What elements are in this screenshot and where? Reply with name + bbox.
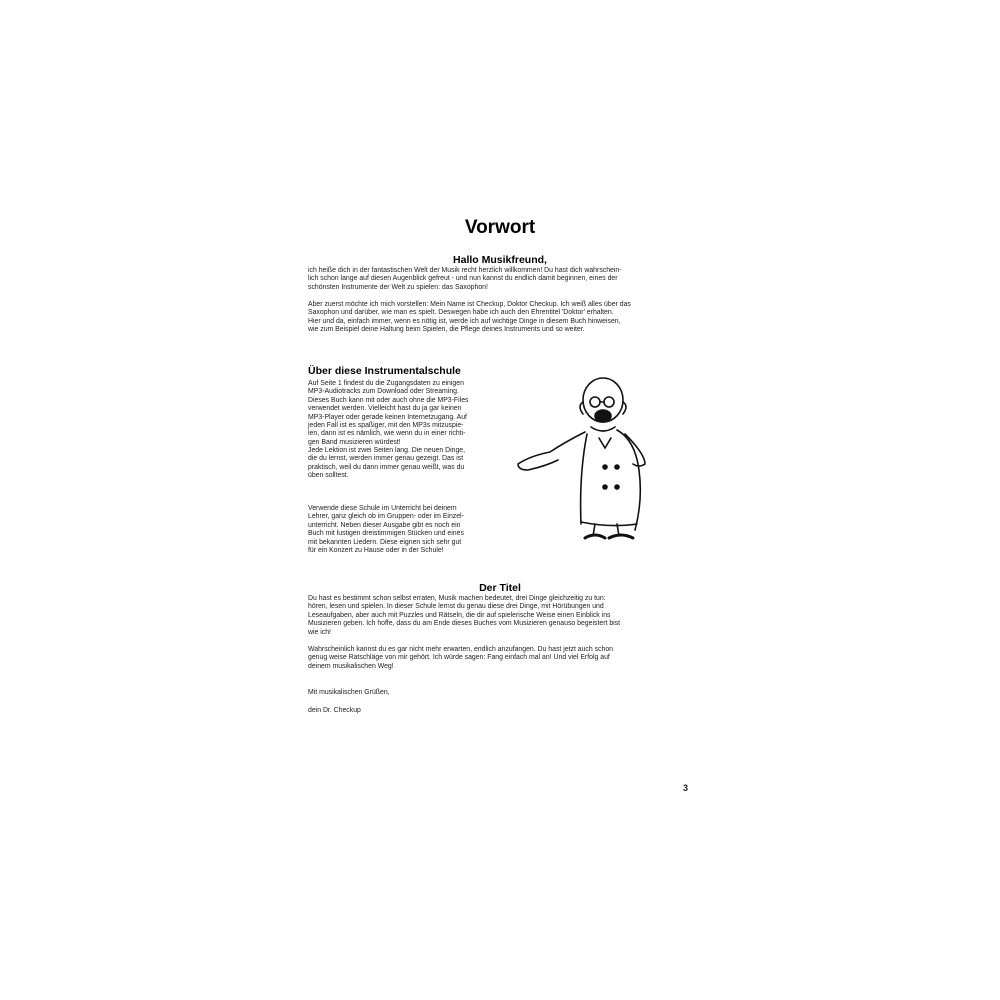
text-line: Dieses Buch kann mit oder auch ohne die MP3-Files: [308, 396, 469, 404]
text-line: hören, lesen und spielen. In dieser Schule lernst du genau diese drei Dinge, mit Hörübungen und: [308, 603, 604, 611]
text-line: Lehrer, ganz gleich ob im Gruppen- oder im Einzel-: [308, 513, 464, 521]
titel-paragraph-2: [308, 646, 613, 671]
text-line: die du lernst, werden immer genau gezeigt. Das ist: [308, 455, 464, 463]
school-paragraph-1: [308, 380, 468, 447]
text-line: Aber zuerst möchte ich mich vorstellen: Mein Name ist Checkup, Doktor Checkup. Ich weiß alles über das: [308, 301, 631, 308]
text-line: Wahrscheinlich kannst du es gar nicht mehr erwarten, endlich anzufangen. Du hast jetzt auch schon: [308, 646, 614, 653]
text-line: Hier und da, einfach immer, wenn es nötig ist, werde ich auf wichtige Dinge in diesem Buch hinweisen,: [308, 317, 621, 325]
text-line: MP3-Player oder gerade keinen Internetzugang. Auf: [308, 413, 467, 421]
text-line: üben solltest.: [308, 472, 349, 480]
text-line: MP3-Audiotracks zum Download oder Streaming.: [308, 388, 459, 396]
titel-heading: Der Titel: [479, 582, 521, 594]
school-paragraph-2: [308, 447, 465, 481]
text-line: Auf Seite 1 findest du die Zugangsdaten zu einigen: [308, 380, 464, 387]
text-line: unterricht. Neben dieser Ausgabe gibt es noch ein: [308, 521, 461, 529]
text-line: mit bekannten Liedern. Diese eignen sich sehr gut: [308, 538, 462, 546]
page-number: 3: [683, 783, 689, 793]
text-line: genug weise Ratschläge von mir gehört. Ich würde sagen: Fang einfach mal an! Und viel Erfolg auf: [308, 654, 610, 662]
text-line: Buch mit lustigen dreistimmigen Stücken und eines: [308, 530, 464, 538]
text-line: gen Band musizieren würdest!: [308, 438, 401, 446]
greeting-heading: Hallo Musikfreund,: [453, 254, 547, 266]
text-line: len, dann ist es nämlich, wie wenn du in einer richti-: [308, 430, 466, 438]
doctor-checkup-illustration: [505, 372, 670, 547]
text-line: Leseaufgaben, aber auch mit Puzzles und Rätseln, die dir auf spielerische Weise einen Einblick ins: [308, 611, 611, 619]
text-line: praktisch, weil du dann immer genau weißt, was du: [308, 463, 465, 471]
text-line: wie ich!: [308, 628, 331, 636]
text-line: ich heiße dich in der fantastischen Welt der Musik recht herzlich willkommen! Du hast dich wahrschein-: [308, 267, 622, 274]
text-line: deinem musikalischen Weg!: [308, 662, 394, 670]
text-line: schönsten Instrumente der Welt zu spielen: das Saxophon!: [308, 283, 488, 291]
text-line: wie zum Beispiel deine Haltung beim Spielen, die Pflege deines Instruments und so weiter.: [308, 326, 585, 334]
text-line: Du hast es bestimmt schon selbst erraten, Musik machen bedeutet, drei Dinge gleichzeitig zu tun:: [308, 595, 606, 602]
page-title: Vorwort: [464, 217, 536, 238]
school-paragraph-3: [308, 505, 464, 555]
text-line: jeden Fall ist es spaßiger, mit den MP3s mitzuspie-: [308, 422, 464, 430]
closing-text: Mit musikalischen Grüßen,: [308, 689, 390, 696]
text-line: Saxophon und darüber, wie man es spielt. Deswegen habe ich auch den Ehrentitel 'Doktor' erhalten.: [308, 309, 614, 317]
text-line: lich schon lange auf diesen Augenblick gefreut - und nun kannst du endlich damit beginnen, eines der: [308, 275, 618, 283]
text-line: verwendet werden. Vielleicht hast du ja gar keinen: [308, 405, 462, 413]
text-line: Jede Lektion ist zwei Seiten lang. Die neuen Dinge,: [308, 447, 466, 454]
greeting-paragraph-1: [308, 267, 622, 292]
text-line: Verwende diese Schule im Unterricht bei deinem: [308, 505, 457, 512]
text-line: für ein Konzert zu Hause oder in der Schule!: [308, 547, 444, 555]
text-line: Musizieren geben. Ich hoffe, dass du am Ende dieses Buches vom Musizieren genauso begeistert bist: [308, 620, 621, 628]
titel-paragraph-1: [308, 595, 620, 637]
greeting-paragraph-2: [308, 301, 631, 335]
school-heading: Über diese Instrumentalschule: [308, 365, 461, 377]
signature-text: dein Dr. Checkup: [308, 707, 361, 714]
